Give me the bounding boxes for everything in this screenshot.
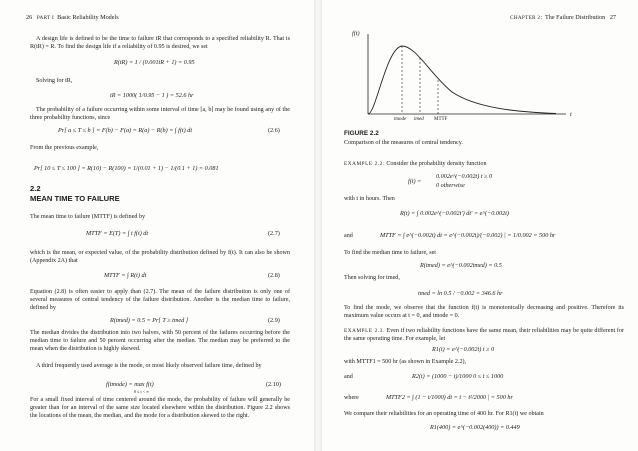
figure-x-label: t: [570, 111, 572, 118]
equation-mode: f(tmode) = max f(t): [106, 381, 154, 388]
running-title: Basic Reliability Models: [57, 14, 119, 21]
section-number: 2.2: [30, 184, 41, 193]
equation-interval: Pr[ a ≤ T ≤ b ] = F(b) − F(a) = R(a) − R(b) = ∫ f(t) dt: [58, 127, 193, 134]
chapter-label: CHAPTER 2: [510, 15, 541, 21]
equation-mttf-number: (2.7): [268, 230, 280, 237]
find-median-text: To find the median time to failure, set: [344, 250, 436, 256]
paragraph-mode: A third frequently used average is the mode, or most likely observed failure time, defined by: [36, 363, 262, 369]
example-2-2-label: EXAMPLE 2.2.: [344, 161, 385, 167]
figure-median-label: tmed: [414, 117, 424, 122]
figure-2-2: [356, 30, 576, 130]
book-gutter: [314, 0, 322, 451]
left-page: [0, 0, 314, 451]
example-2-3-intro: [344, 327, 624, 343]
equation-design-life-2: tR = 1000( 1/0.95 − 1 ) = 52.6 hr: [110, 92, 194, 99]
equation-interval-number: (2.6): [268, 127, 280, 134]
equation-median: R(tmed) = 0.5 = Pr[ T ≥ tmed ]: [110, 317, 189, 324]
equation-mttf2-example: MTTF2 = ∫ (1 − t/1000) dt = t − t²/2000 | = 500 hr: [386, 394, 513, 401]
where-text: where: [344, 395, 359, 401]
figure-y-label: f(t): [352, 30, 360, 37]
solving-for-text: Solving for tR,: [36, 78, 73, 84]
equation-design-life-1-text: R(tR) = 1 / (0.001tR + 1) = 0.95: [114, 59, 195, 66]
equation-tmed: tmed = ln 0.5 / −0.002 = 346.6 hr: [418, 290, 503, 297]
from-previous-text: From the previous example,: [30, 145, 99, 151]
equation-mode-number: (2.10): [266, 381, 281, 388]
running-header-right: CHAPTER 2: The Failure Distribution 27: [510, 14, 616, 21]
paragraph-interval: The probability of a failure occurring within some interval of time [a, b] may be found using any of the three probability functions, since: [30, 107, 290, 122]
figure-mode-label: tmode: [394, 117, 407, 122]
equation-r1: R1(t) = e^(−0.002t) t ≥ 0: [432, 346, 495, 353]
example-2-2-intro: [344, 160, 624, 168]
equation-example: Pr[ 10 ≤ T ≤ 100 ] = R(10) − R(100) = 1/(0.01 + 1) − 1/(0.1 + 1) = 0.081: [34, 165, 219, 172]
equation-rt: R(t) = ∫ 0.002e^(−0.002t′) dt′ = e^(−0.002t): [400, 210, 509, 217]
example-2-2-pdf-line1: 0.002e^(−0.002t) t ≥ 0: [436, 173, 493, 180]
paragraph-final: For a small fixed interval of time centered around the mode, the probability of failure will generally be greater than for an interval of the same size located elsewhere within the distribution. Figure 2.2 shows the locations of the mean, the median, and the mode for a distribution skewed to the right.: [30, 397, 290, 420]
with-t-text: with t in hours. Then: [344, 196, 395, 202]
density-curve: [368, 46, 556, 114]
example-2-2-pdf-line2: 0 otherwise: [436, 182, 465, 189]
equation-mttf-example: MTTF = ∫ e^(−0.002t) dt = e^(−0.002t)/(−0.002) | = 1/0.002 = 500 hr: [380, 232, 556, 239]
equation-mttf-2: MTTF = ∫ R(t) dt: [104, 272, 147, 279]
paragraph-median: Equation (2.8) is often easier to apply than (2.7). The mean of the failure distribution is only one of several measures of central tendency of the failure distribution. Another is the median time to failure, defined by: [30, 289, 290, 312]
page-number: 26: [26, 14, 33, 21]
equation-r2: R2(t) = (1000 − t)/1000 0 ≤ t ≤ 1000: [412, 373, 504, 380]
equation-rmed: R(tmed) = e^(−0.002tmed) = 0.5: [420, 262, 502, 269]
equation-mttf: MTTF = E(T) = ∫ t f(t) dt: [86, 230, 149, 237]
paragraph-mode-example: To find the mode, we observe that the function f(t) is monotonically decreasing and positive. Therefore its maximum value occurs at t = 0, and tmode = 0.: [344, 305, 624, 320]
figure-caption-text: Comparison of the measures of central tendency.: [344, 140, 463, 146]
figure-mttf-label: MTTF: [434, 117, 448, 122]
and-text-1: and: [344, 233, 353, 239]
and-text-2: and: [344, 374, 353, 380]
section-title: MEAN TIME TO FAILURE: [30, 194, 120, 203]
running-header-left: [26, 14, 119, 21]
page-number-right: 27: [609, 14, 616, 21]
equation-design-life-1: [114, 59, 195, 66]
paragraph-design-life: A design life is defined to be the time to failure tR that corresponds to a specified reliability R. That is R(tR) = R. To find the design life if a reliability of 0.95 is desired, we set: [30, 36, 290, 51]
equation-mode-subscript: 0 ≤ t < ∞: [134, 389, 150, 394]
paragraph-mttf-mean: which is the mean, or expected value, of the probability distribution defined by f(t). It can also be shown (Appendix 2A) that: [30, 250, 290, 265]
part-label: PART I: [36, 15, 55, 21]
paragraph-median-2: The median divides the distribution into two halves, with 50 percent of the failures occurring before the median time to failure and 50 percent occurring after the median. The median may be preferred to the mean when the distribution is highly skewed.: [30, 330, 290, 353]
paragraph-mttf-intro: The mean time to failure (MTTF) is defined by: [30, 214, 146, 220]
figure-caption-label: FIGURE 2.2: [344, 130, 379, 137]
equation-median-number: (2.9): [268, 317, 280, 324]
example-2-3-intro-text: Even if two reliability functions have the same mean, their reliabilities may be quite different for the same operating time. For example, let: [344, 328, 624, 343]
then-solving-text: Then solving for tmed,: [344, 275, 400, 281]
equation-r1-400: R1(400) = e^(−0.002(400)) = 0.449: [430, 424, 520, 431]
example-2-3-label: EXAMPLE 2.3.: [344, 328, 385, 334]
equation-mttf-2-number: (2.8): [268, 272, 280, 279]
example-2-2-intro-text: Consider the probability density function: [386, 161, 487, 167]
mttf1-text: with MTTF1 = 500 hr (as shown in Example 2.2),: [344, 359, 467, 365]
compare-text: We compare their reliabilities for an operating time of 400 hr. For R1(t) we obtain: [344, 411, 544, 417]
example-2-2-ft: f(t) =: [408, 178, 422, 185]
right-page: [322, 0, 638, 451]
running-title-right: The Failure Distribution: [545, 14, 606, 21]
